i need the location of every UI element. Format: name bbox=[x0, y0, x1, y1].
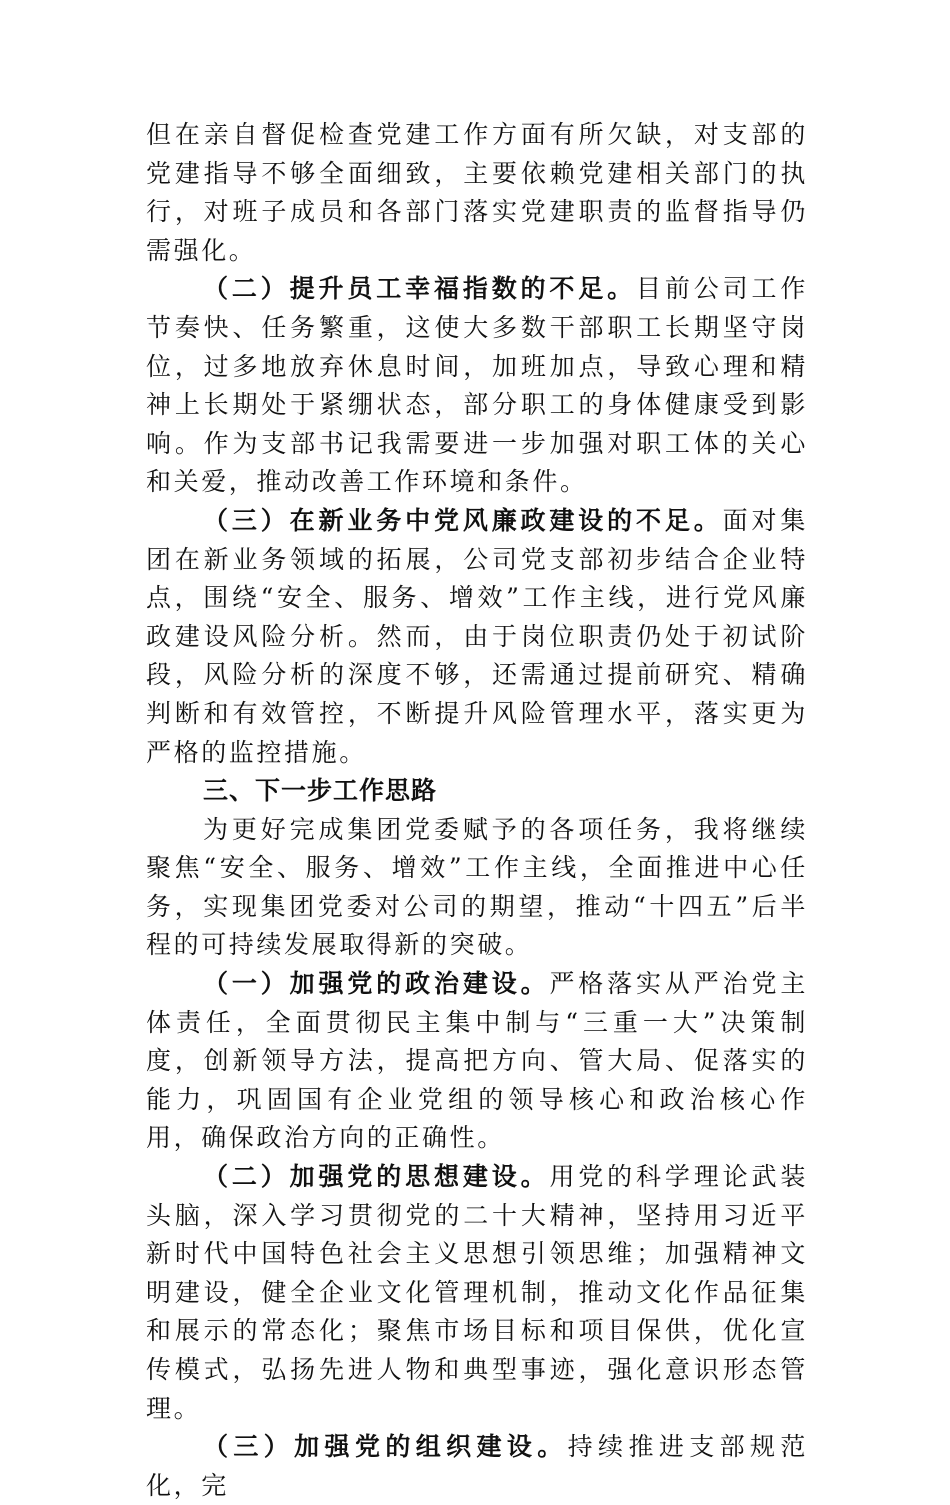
paragraph-text: 持续推进支部规范化，完 bbox=[146, 1432, 808, 1500]
paragraph-lead: （三）在新业务中党风廉政建设的不足。 bbox=[203, 505, 723, 535]
paragraph-lead: （三）加强党的组织建设。 bbox=[203, 1432, 568, 1462]
paragraph-lead: （二）加强党的思想建设。 bbox=[203, 1162, 550, 1192]
paragraph-text: 但在亲自督促检查党建工作方面有所欠缺，对支部的党建指导不够全面细致，主要依赖党建相关部门的执行，对班子成员和各部门落实党建职责的监督指导仍需强化。 bbox=[146, 120, 808, 265]
paragraph-text: 为更好完成集团党委赋予的各项任务，我将继续聚焦“安全、服务、增效”工作主线，全面推进中心任务，实现集团党委对公司的期望，推动“十四五”后半程的可持续发展取得新的突破。 bbox=[146, 814, 808, 960]
paragraph-lead: （二）提升员工幸福指数的不足。 bbox=[203, 274, 637, 304]
paragraph-organizational-building bbox=[146, 1428, 808, 1505]
paragraph-employee-wellbeing bbox=[146, 270, 808, 502]
paragraph-text: 用党的科学理论武装头脑，深入学习贯彻党的二十大精神，坚持用习近平新时代中国特色社会主义思想引领思维；加强精神文明建设，健全企业文化管理机制，推动文化作品征集和展示的常态化；聚焦市场目标和项目保供，优化宣传模式，弘扬先进人物和典型事迹，强化意识形态管理。 bbox=[146, 1162, 808, 1423]
paragraph-text: 严格落实从严治党主体责任，全面贯彻民主集中制与“三重一大”决策制度，创新领导方法，提高把方向、管大局、促落实的能力，巩固国有企业党组的领导核心和政治核心作用，确保政治方向的正确性。 bbox=[146, 969, 808, 1153]
section-heading: 三、下一步工作思路 bbox=[203, 776, 438, 806]
paragraph-intro bbox=[146, 811, 808, 965]
paragraph-continuation bbox=[146, 116, 808, 270]
paragraph-political-building bbox=[146, 965, 808, 1158]
paragraph-text: 目前公司工作节奏快、任务繁重，这使大多数干部职工长期坚守岗位，过多地放弃休息时间，加班加点，导致心理和精神上长期处于紧绷状态，部分职工的身体健康受到影响。作为支部书记我需要进一步加强对职工体的关心和关爱，推动改善工作环境和条件。 bbox=[146, 274, 808, 497]
paragraph-ideological-building bbox=[146, 1158, 808, 1428]
document-body bbox=[146, 116, 808, 1505]
paragraph-text: 面对集团在新业务领域的拓展，公司党支部初步结合企业特点，围绕“安全、服务、增效”工作主线，进行党风廉政建设风险分析。然而，由于岗位职责仍处于初试阶段，风险分析的深度不够，还需通过提前研究、精确判断和有效管控，不断提升风险管理水平，落实更为严格的监控措施。 bbox=[146, 505, 808, 767]
paragraph-integrity-building bbox=[146, 502, 808, 772]
paragraph-lead: （一）加强党的政治建设。 bbox=[203, 969, 550, 999]
